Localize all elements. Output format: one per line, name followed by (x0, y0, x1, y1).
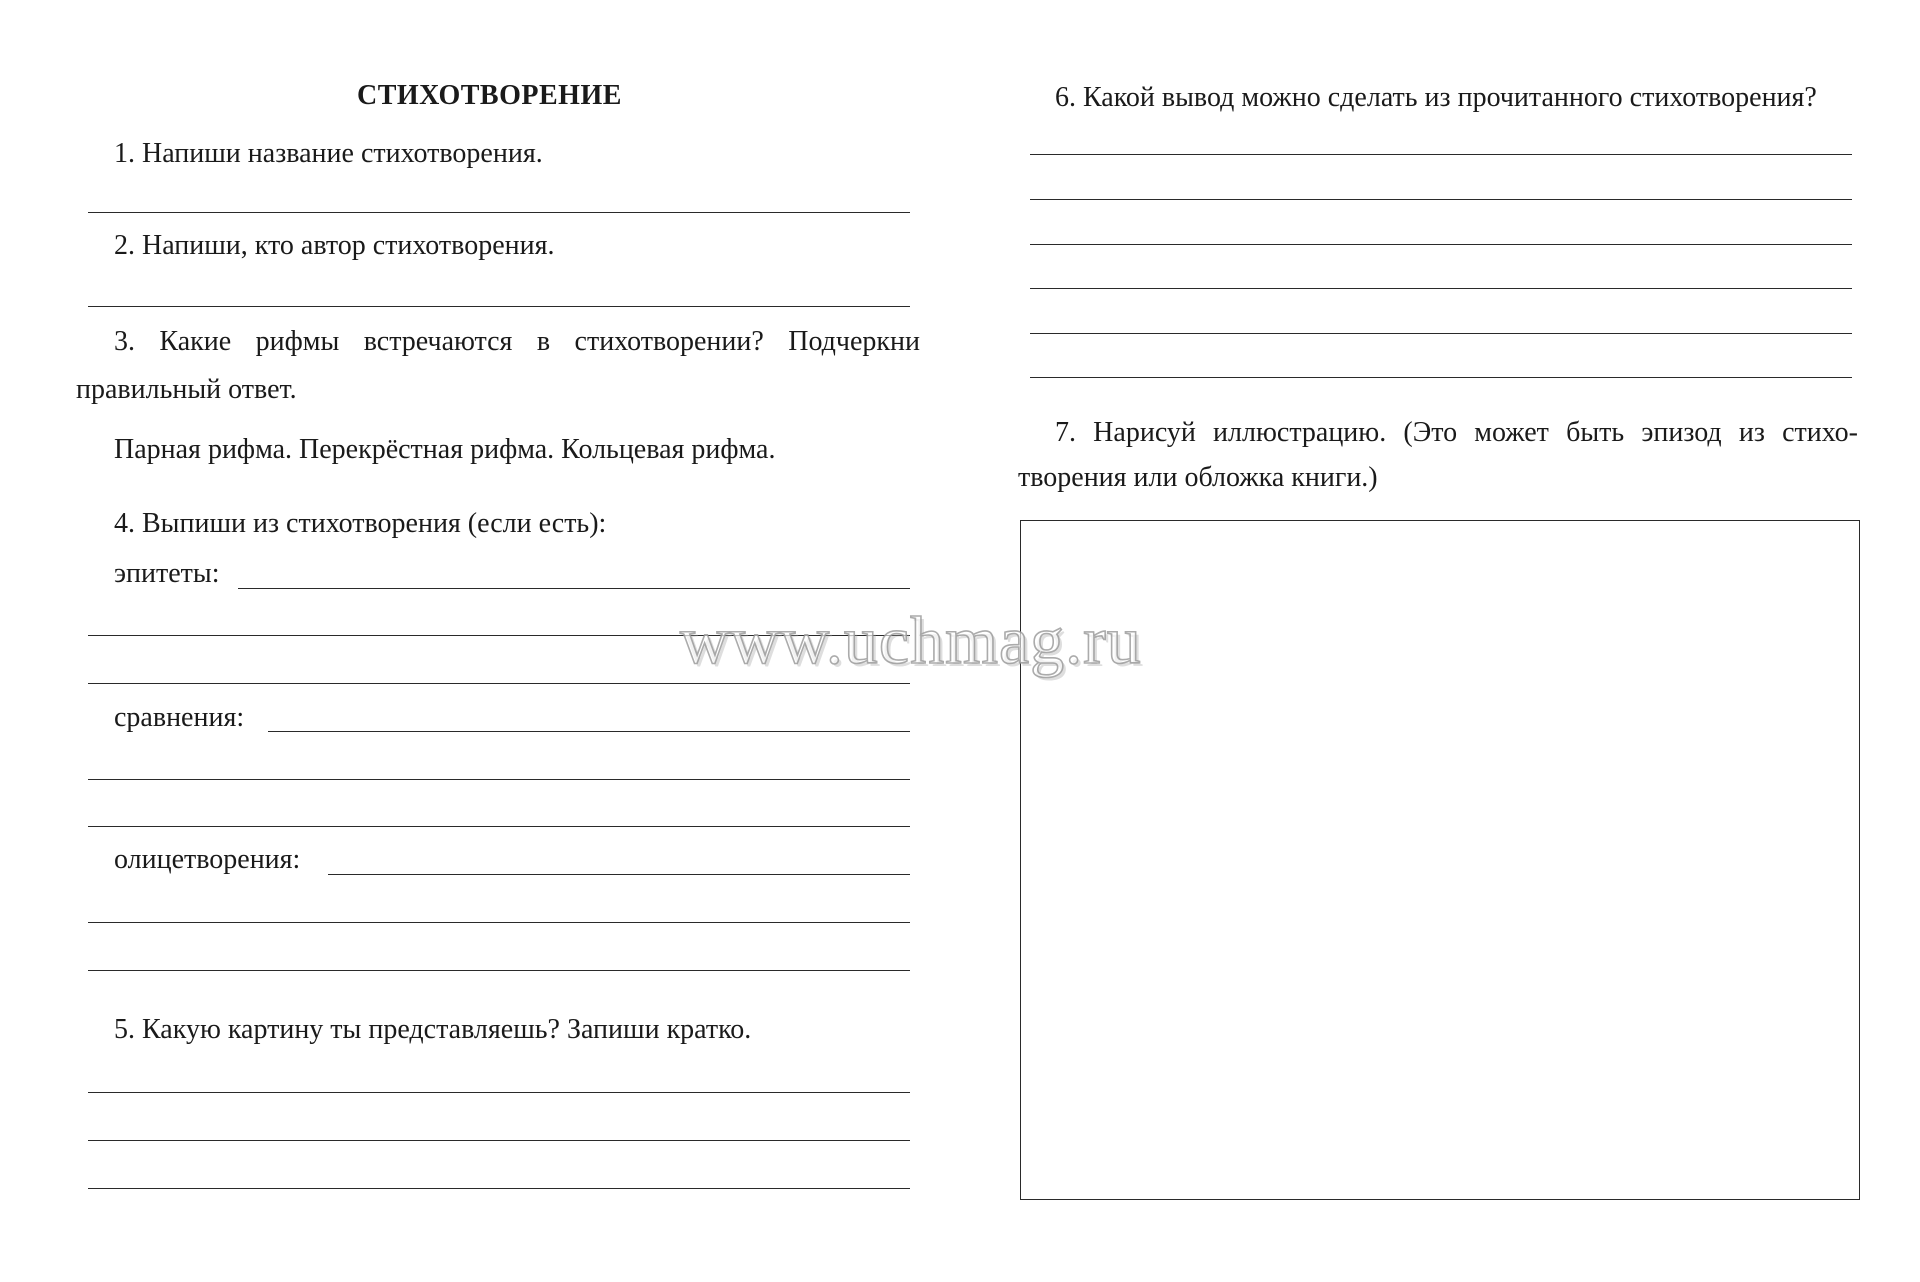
question-7-line-1: 7. Нарисуй иллюстрацию. (Это может быть эпизод из стихо- (1055, 417, 1858, 448)
epithets-label: эпитеты: (114, 558, 220, 589)
answer-line-q5-2[interactable] (88, 1140, 910, 1141)
watermark: www.uchmag.ru (680, 602, 1142, 678)
question-6: 6. Какой вывод можно сделать из прочитанного стихотворения? (1055, 82, 1817, 113)
answer-line-personifications-2[interactable] (88, 922, 910, 923)
illustration-drawing-box[interactable] (1020, 520, 1860, 1200)
rhyme-options[interactable]: Парная рифма. Перекрёстная рифма. Кольцевая рифма. (114, 434, 776, 465)
answer-line-q6-1[interactable] (1030, 154, 1852, 155)
worksheet-title: СТИХОТВОРЕНИЕ (357, 80, 622, 111)
question-5: 5. Какую картину ты представляешь? Запиши кратко. (114, 1014, 752, 1045)
comparisons-label: сравнения: (114, 702, 245, 733)
question-7-line-2: творения или обложка книги.) (1018, 462, 1378, 493)
question-4: 4. Выпиши из стихотворения (если есть): (114, 508, 607, 539)
answer-line-comparisons-2[interactable] (88, 779, 910, 780)
answer-line-comparisons-3[interactable] (88, 826, 910, 827)
answer-line-q5-1[interactable] (88, 1092, 910, 1093)
question-3-line-1: 3. Какие рифмы встречаются в стихотворении? Подчеркни (114, 326, 920, 357)
answer-line-q6-3[interactable] (1030, 244, 1852, 245)
answer-line-q6-4[interactable] (1030, 288, 1852, 289)
answer-line-q6-6[interactable] (1030, 377, 1852, 378)
question-3-line-2: правильный ответ. (76, 374, 297, 405)
answer-line-q1[interactable] (88, 212, 910, 213)
answer-line-q6-2[interactable] (1030, 199, 1852, 200)
personifications-label: олицетворения: (114, 844, 301, 875)
question-1: 1. Напиши название стихотворения. (114, 138, 543, 169)
answer-line-epithets-1[interactable] (238, 588, 910, 589)
answer-line-epithets-3[interactable] (88, 683, 910, 684)
answer-line-personifications-3[interactable] (88, 970, 910, 971)
answer-line-personifications-1[interactable] (328, 874, 910, 875)
answer-line-comparisons-1[interactable] (268, 731, 910, 732)
answer-line-q5-3[interactable] (88, 1188, 910, 1189)
answer-line-q6-5[interactable] (1030, 333, 1852, 334)
answer-line-q2[interactable] (88, 306, 910, 307)
question-2: 2. Напиши, кто автор стихотворения. (114, 230, 555, 261)
